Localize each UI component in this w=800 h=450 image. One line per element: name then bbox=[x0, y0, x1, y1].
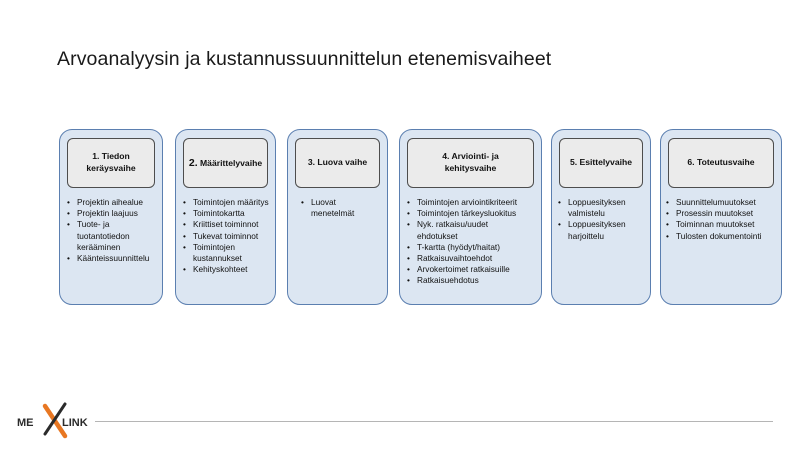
list-item: • Toimintojen kustannukset bbox=[182, 242, 271, 264]
phase-1-heading-box bbox=[67, 138, 155, 188]
list-item: • Loppuesityksen harjoittelu bbox=[557, 219, 646, 241]
footer-divider bbox=[95, 421, 773, 422]
phase-1-heading: 1. Tiedon keräysvaihe bbox=[86, 151, 136, 173]
phase-1-list bbox=[66, 197, 158, 264]
list-item: • Arvokertoimet ratkaisuille bbox=[406, 264, 537, 275]
list-item: • Ratkaisuehdotus bbox=[406, 275, 537, 286]
phase-4-list bbox=[406, 197, 537, 287]
list-item: • Käänteissuunnittelu bbox=[66, 253, 158, 264]
slide-title: Arvoanalyysin ja kustannussuunnittelun etenemisvaiheet bbox=[57, 48, 552, 70]
phase-6-list bbox=[665, 197, 777, 242]
logo-text-right: LINK bbox=[62, 417, 88, 429]
list-item: • Tulosten dokumentointi bbox=[665, 231, 777, 242]
phase-4-heading-box bbox=[407, 138, 534, 188]
phase-5-box bbox=[551, 129, 651, 305]
phase-2-heading: 2. Määrittelyvaihe bbox=[188, 156, 263, 169]
phase-5-list bbox=[557, 197, 646, 242]
phase-2-box bbox=[175, 129, 276, 305]
logo-text-left: ME bbox=[17, 417, 34, 429]
phase-4-heading: 4. Arviointi- ja kehitysvaihe bbox=[442, 151, 499, 173]
list-item: • Luovat menetelmät bbox=[300, 197, 383, 219]
phase-3-heading: 3. Luova vaihe bbox=[307, 157, 368, 168]
phase-3-heading-box bbox=[295, 138, 380, 188]
phase-5-heading: 5. Esittelyvaihe bbox=[569, 157, 633, 168]
list-item: • Projektin laajuus bbox=[66, 208, 158, 219]
phase-6-box bbox=[660, 129, 782, 305]
phase-1-box bbox=[59, 129, 163, 305]
list-item: • Tukevat toiminnot bbox=[182, 231, 271, 242]
phase-3-box bbox=[287, 129, 388, 305]
phase-6-heading-box bbox=[668, 138, 774, 188]
list-item: • Tuote- ja tuotantotiedon kerääminen bbox=[66, 219, 158, 253]
list-item: • Toimintojen tärkeysluokitus bbox=[406, 208, 537, 219]
list-item: • Suunnittelumuutokset bbox=[665, 197, 777, 208]
list-item: • Loppuesityksen valmistelu bbox=[557, 197, 646, 219]
list-item: • Ratkaisuvaihtoehdot bbox=[406, 253, 537, 264]
phase-2-heading-box bbox=[183, 138, 268, 188]
list-item: • Prosessin muutokset bbox=[665, 208, 777, 219]
list-item: • Toimintojen määritys bbox=[182, 197, 271, 208]
phase-2-list bbox=[182, 197, 271, 275]
mexlink-logo bbox=[15, 400, 95, 440]
list-item: • Kriittiset toiminnot bbox=[182, 219, 271, 230]
list-item: • Toiminnan muutokset bbox=[665, 219, 777, 230]
phase-3-list bbox=[300, 197, 383, 219]
list-item: • Toimintokartta bbox=[182, 208, 271, 219]
list-item: • Kehityskohteet bbox=[182, 264, 271, 275]
list-item: • Nyk. ratkaisu/uudet ehdotukset bbox=[406, 219, 537, 241]
phase-6-heading: 6. Toteutusvaihe bbox=[687, 157, 755, 168]
list-item: • Projektin aihealue bbox=[66, 197, 158, 208]
list-item: • T-kartta (hyödyt/haitat) bbox=[406, 242, 537, 253]
list-item: • Toimintojen arviointikriteerit bbox=[406, 197, 537, 208]
phase-5-heading-box bbox=[559, 138, 643, 188]
phase-4-box bbox=[399, 129, 542, 305]
